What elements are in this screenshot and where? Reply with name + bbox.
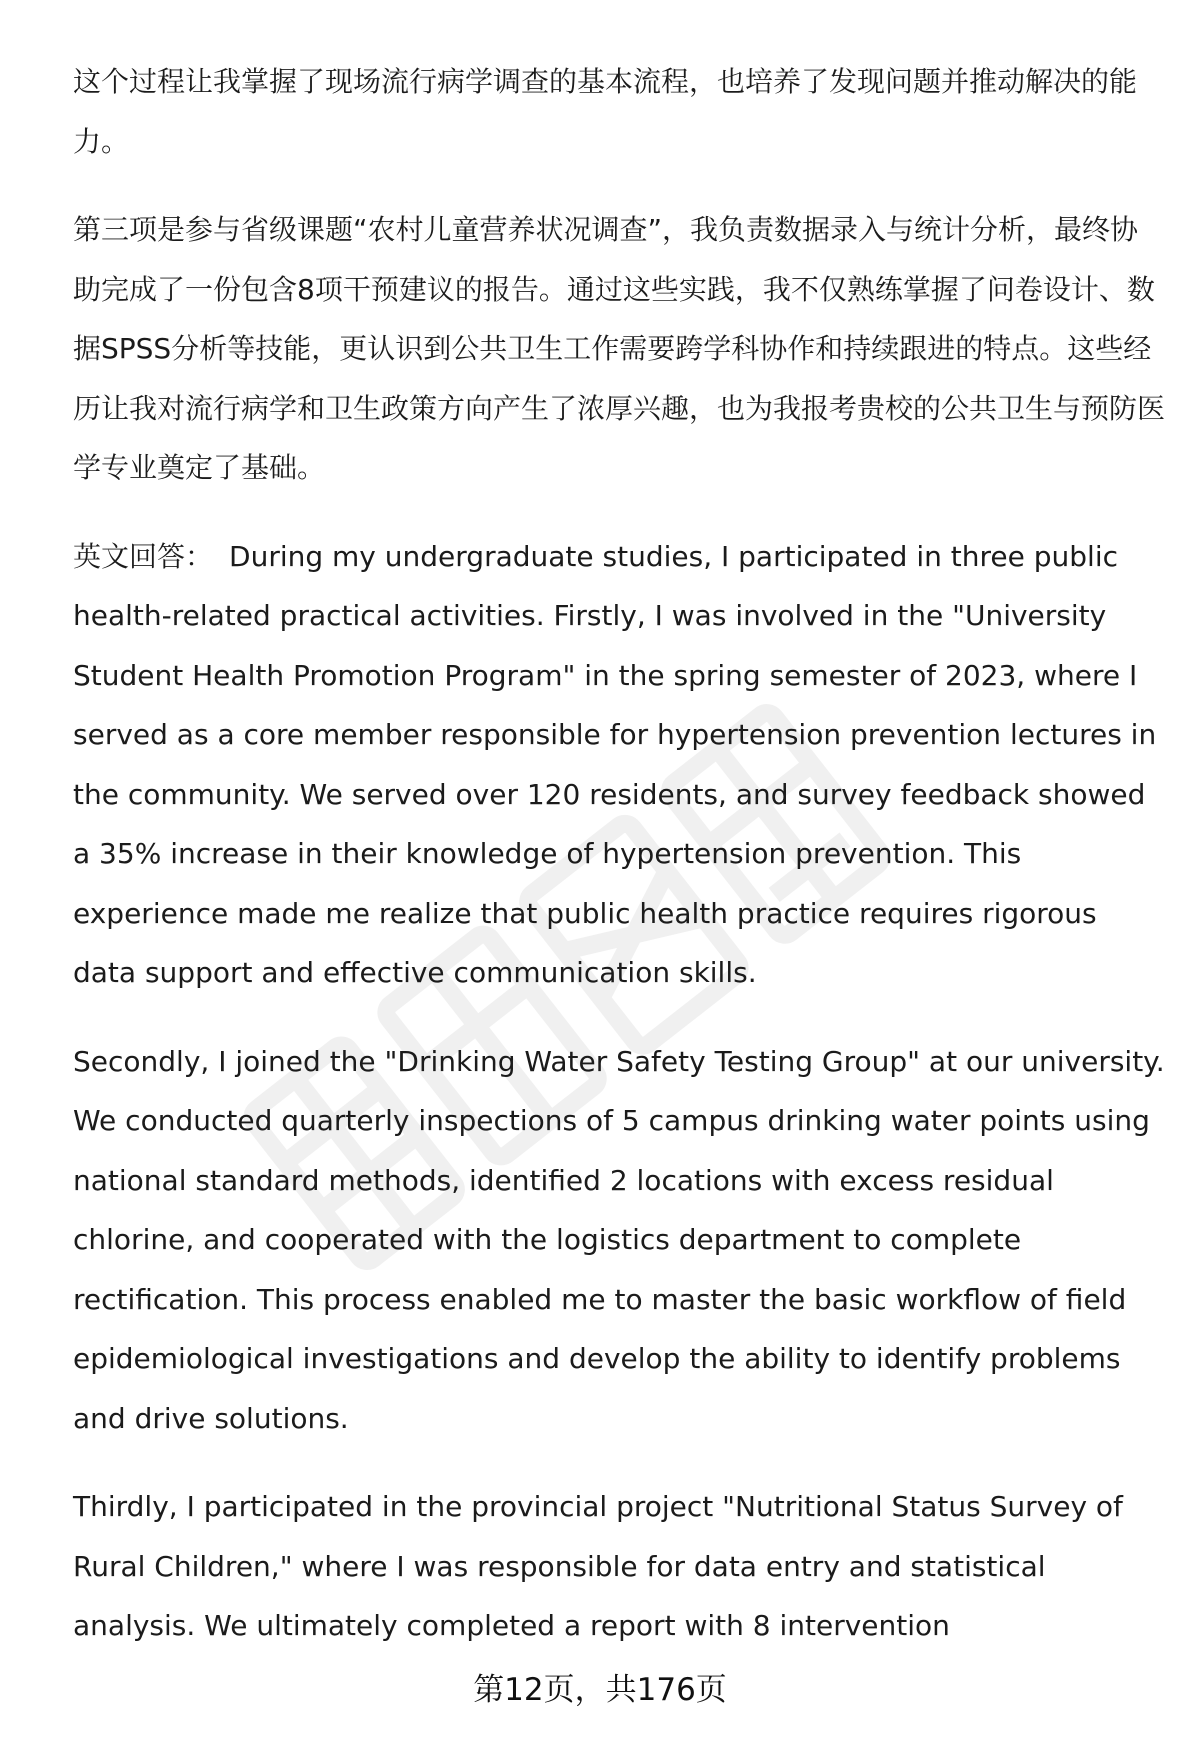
english-answer-text: During my undergraduate studies, I participated in three public health-related practical activities. Firstly, I was involved in the "University Student Health Promotion Program" in the spring semester of 2023, where I served as a core member responsible for hypertension prevention lectures in the community. We served over 120 residents, and survey feedback showed a 35% increase in their knowledge of hypertension prevention. This experience made me realize that public health practice requires rigorous data support and effective communication skills. — [73, 539, 1157, 989]
paragraph-2: 第三项是参与省级课题“农村儿童营养状况调查”，我负责数据录入与统计分析，最终协助完成了一份包含8项干预建议的报告。通过这些实践，我不仅熟练掌握了问卷设计、数据SPSS分析等技能，更认识到公共卫生工作需要跨学科协作和持续跟进的特点。这些经历让我对流行病学和卫生政策方向产生了浓厚兴趣，也为我报考贵校的公共卫生与预防医学专业奠定了基础。 — [73, 213, 1166, 484]
document-body — [73, 52, 1165, 1685]
paragraph-1: 这个过程让我掌握了现场流行病学调查的基本流程，也培养了发现问题并推动解决的能力。 — [73, 65, 1138, 158]
page-number-footer: 第12页，共176页 — [473, 1672, 727, 1708]
paragraph-3 — [73, 527, 1165, 1003]
paragraph-5: Thirdly, I participated in the provincial project "Nutritional Status Survey of Rural Children," where I was responsible for data entry and statistical analysis. We ultimately completed a report with 8 intervention — [73, 1490, 1123, 1642]
english-answer-label: 英文回答： — [73, 539, 214, 573]
paragraph-4: Secondly, I joined the "Drinking Water Safety Testing Group" at our university. We conducted quarterly inspections of 5 campus drinking water points using national standard methods, identified 2 locations with excess residual chlorine, and cooperated with the logistics department to complete rectification. This process enabled me to master the basic workflow of field epidemiological investigations and develop the ability to identify problems and drive solutions. — [73, 1044, 1165, 1435]
